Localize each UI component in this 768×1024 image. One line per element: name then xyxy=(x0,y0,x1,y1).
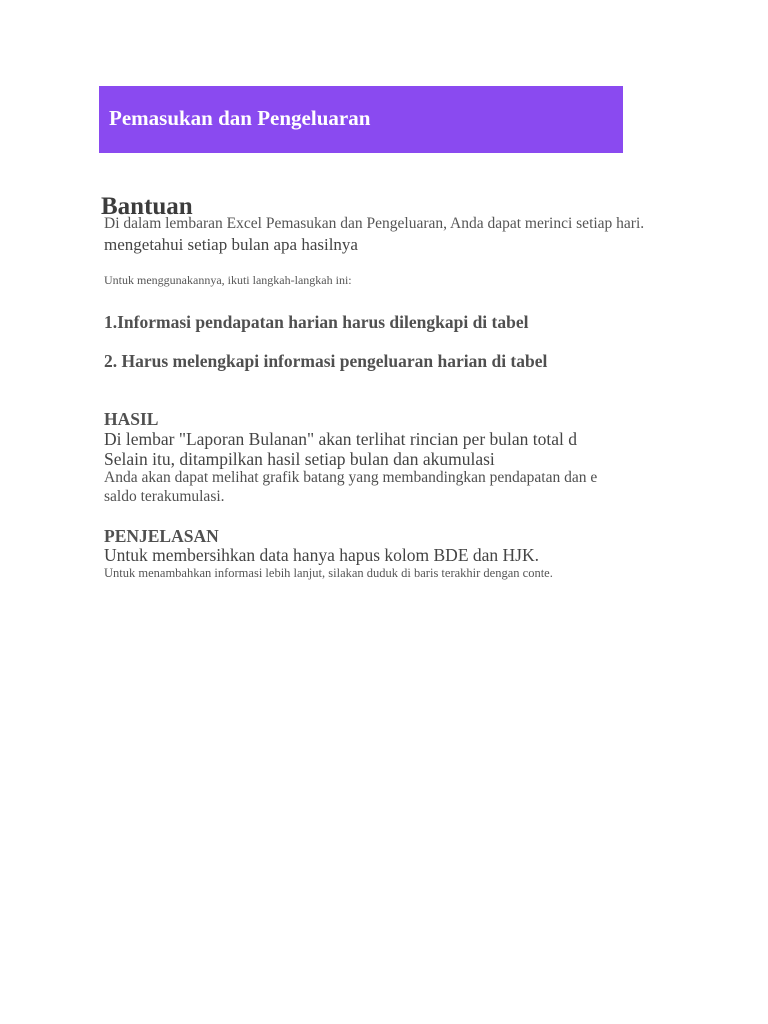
intro-text-line: mengetahui setiap bulan apa hasilnya xyxy=(104,235,358,254)
title-banner xyxy=(99,86,623,153)
explanation-heading: PENJELASAN xyxy=(104,526,219,546)
result-text-line: Anda akan dapat melihat grafik batang yang membandingkan pendapatan dan e xyxy=(104,469,598,486)
intro-text-line: Di dalam lembaran Excel Pemasukan dan Pengeluaran, Anda dapat merinci setiap hari. xyxy=(104,215,645,232)
result-text-line: Di lembar "Laporan Bulanan" akan terlihat rincian per bulan total d xyxy=(104,429,578,449)
page-title: Pemasukan dan Pengeluaran xyxy=(109,106,371,130)
help-heading: Bantuan xyxy=(101,193,193,220)
explanation-text-line: Untuk menambahkan informasi lebih lanjut, silakan duduk di baris terakhir dengan conte. xyxy=(104,566,553,580)
step-item: 2. Harus melengkapi informasi pengeluaran harian di tabel xyxy=(104,351,548,371)
result-text-line: saldo terakumulasi. xyxy=(104,488,225,505)
step-item: 1.Informasi pendapatan harian harus dilengkapi di tabel xyxy=(104,312,529,332)
usage-instruction: Untuk menggunakannya, ikuti langkah-langkah ini: xyxy=(104,273,352,287)
result-heading: HASIL xyxy=(104,409,159,429)
explanation-text-line: Untuk membersihkan data hanya hapus kolom BDE dan HJK. xyxy=(104,545,539,565)
result-text-line: Selain itu, ditampilkan hasil setiap bulan dan akumulasi xyxy=(104,449,495,469)
